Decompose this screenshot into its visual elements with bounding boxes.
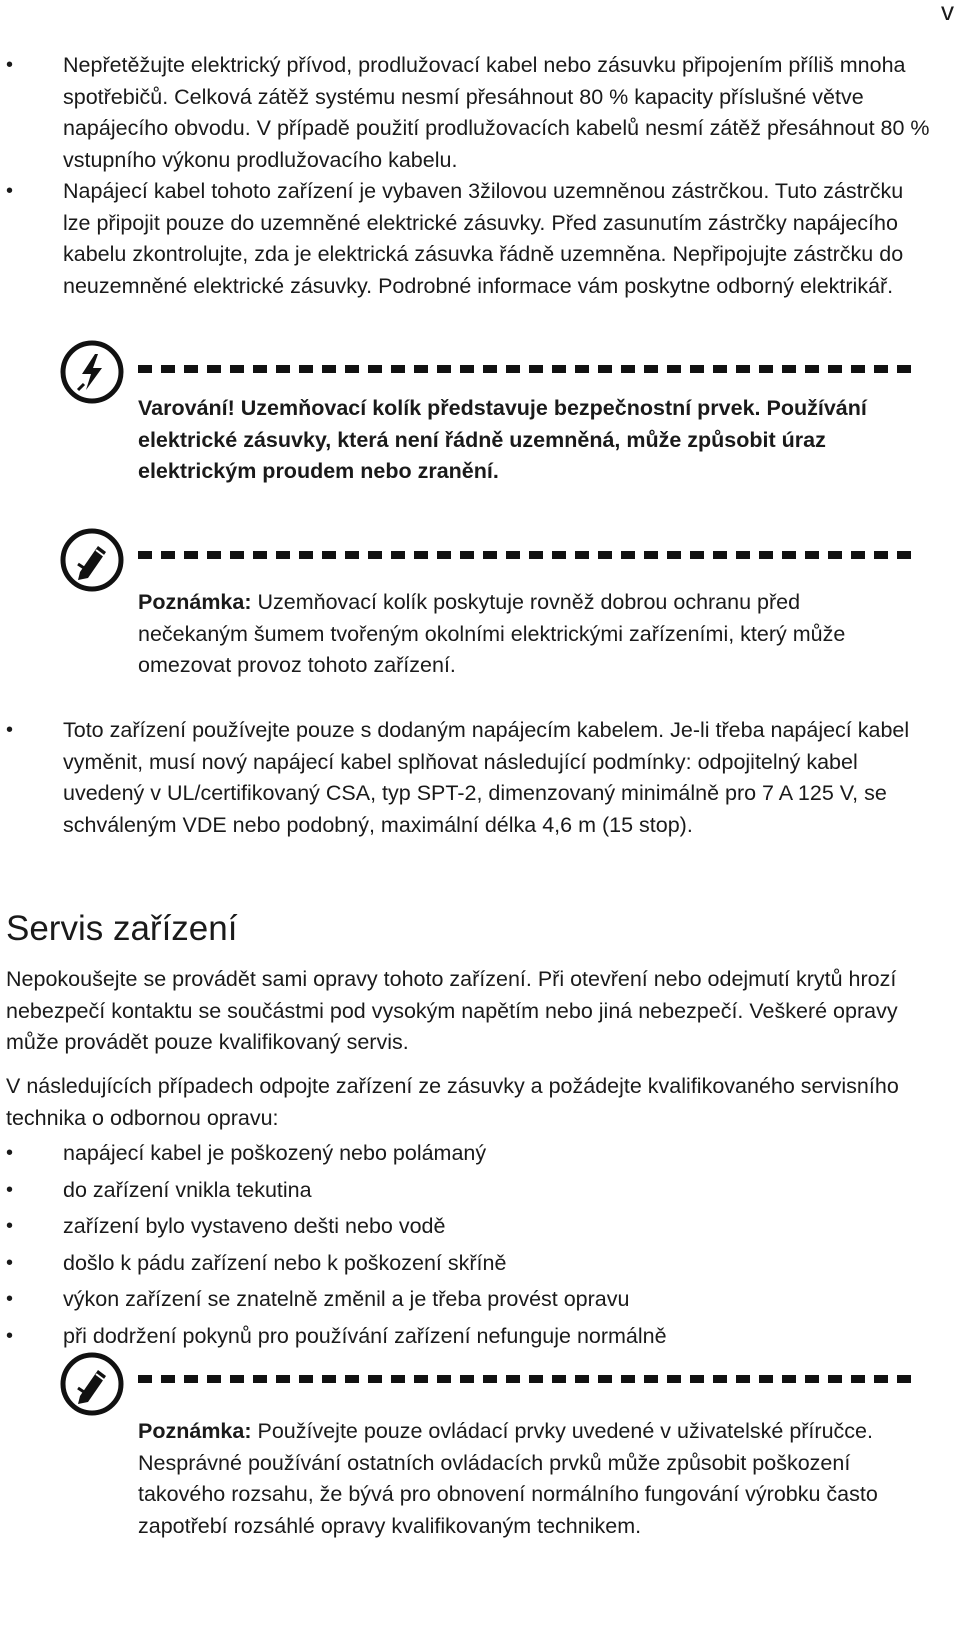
bullet-dot: • bbox=[6, 719, 14, 741]
note-text: Uzemňovací kolík poskytuje rovněž dobrou ochranu před nečekaným šumem tvořeným okolními elektrickými zařízeními, který může omezovat provoz tohoto zařízení. bbox=[138, 590, 846, 677]
list-item bbox=[0, 715, 930, 841]
list-item bbox=[0, 50, 930, 176]
bullet-text: došlo k pádu zařízení nebo k poškození skříně bbox=[63, 1250, 507, 1275]
note-text: Používejte pouze ovládací prvky uvedené v uživatelské příručce. Nesprávné používání ostatních ovládacích prvků může způsobit poškození takového rozsahu, že bývá pro obnovení normálního fungování výrobku často zapotřebí rozsáhlé opravy kvalifikovaným technikem. bbox=[138, 1419, 878, 1538]
list-item bbox=[0, 1245, 930, 1282]
bullet-dot: • bbox=[6, 1215, 14, 1237]
service-bullet-list bbox=[0, 1135, 930, 1354]
dashed-divider bbox=[138, 551, 920, 559]
bullet-dot: • bbox=[6, 1251, 14, 1274]
dashed-divider bbox=[138, 1375, 920, 1383]
bullet-dot: • bbox=[6, 180, 14, 202]
warning-text: Varování! Uzemňovací kolík představuje bezpečnostní prvek. Používání elektrické zásuvky, která není řádně uzemněná, může způsobit úraz elektrickým proudem nebo zranění. bbox=[138, 396, 867, 483]
bullet-text: Nepřetěžujte elektrický přívod, prodlužovací kabel nebo zásuvku připojením příliš mnoha spotřebičů. Celková zátěž systému nesmí přesáhnout 80 % kapacity příslušné větve napájecího obvodu. V případě použití prodlužovacích kabelů nesmí zátěž přesáhnout 80 % vstupního výkonu prodlužovacího kabelu. bbox=[63, 53, 930, 172]
bullet-dot: • bbox=[6, 1324, 14, 1347]
note-label: Poznámka: bbox=[138, 1419, 252, 1443]
bullet-text: napájecí kabel je poškozený nebo polámaný bbox=[63, 1141, 487, 1165]
bullet-text: zařízení bylo vystaveno dešti nebo vodě bbox=[63, 1214, 446, 1238]
safety-bullet-list bbox=[0, 50, 930, 302]
bullet-text: Toto zařízení používejte pouze s dodaným napájecím kabelem. Je-li třeba napájecí kabel vyměnit, musí nový napájecí kabel splňovat následující podmínky: odpojitelný kabel uvedený v UL/certifikovaný CSA, typ SPT-2, dimenzovaný minimálně pro 7 A 125 V, se schváleným VDE nebo podobný, maximální délka 4,6 m (15 stop). bbox=[63, 718, 910, 837]
bullet-dot: • bbox=[6, 1142, 14, 1164]
bullet-dot: • bbox=[6, 54, 14, 76]
list-item bbox=[0, 1172, 930, 1209]
note-label: Poznámka: bbox=[138, 590, 252, 614]
bullet-text: do zařízení vnikla tekutina bbox=[63, 1177, 312, 1202]
note-pen-icon bbox=[60, 528, 124, 592]
bullet-dot: • bbox=[6, 1288, 14, 1310]
list-item bbox=[0, 1208, 930, 1245]
bullet-dot: • bbox=[6, 1178, 14, 1201]
bullet-text: výkon zařízení se znatelně změnil a je třeba provést opravu bbox=[63, 1287, 630, 1311]
list-item bbox=[0, 1318, 930, 1355]
cable-bullet-list bbox=[0, 715, 930, 841]
list-item bbox=[0, 176, 930, 302]
note-pen-icon bbox=[60, 1352, 124, 1416]
bullet-text: při dodržení pokynů pro používání zařízení nefunguje normálně bbox=[63, 1323, 667, 1348]
note-block bbox=[138, 587, 908, 682]
page-number: v bbox=[941, 0, 954, 26]
dashed-divider bbox=[138, 365, 920, 373]
list-item bbox=[0, 1135, 930, 1172]
service-paragraph: Nepokoušejte se provádět sami opravy tohoto zařízení. Při otevření nebo odejmutí krytů hrozí nebezpečí kontaktu se součástmi pod vysokým napětím nebo jiná nebezpečí. Veškeré opravy může provádět pouze kvalifikovaný servis. bbox=[6, 967, 898, 1054]
bullet-text: Napájecí kabel tohoto zařízení je vybaven 3žilovou uzemněnou zástrčkou. Tuto zástrčku lze připojit pouze do uzemněné elektrické zásuvky. Před zasunutím zástrčky napájecího kabelu zkontrolujte, zda je elektrická zásuvka řádně uzemněna. Nepřipojujte zástrčku do neuzemněné elektrické zásuvky. Podrobné informace vám poskytne odborný elektrikář. bbox=[63, 179, 904, 298]
lightning-warning-icon bbox=[60, 340, 124, 404]
list-item bbox=[0, 1281, 930, 1318]
note-block bbox=[138, 1416, 908, 1542]
section-title: Servis zařízení bbox=[6, 909, 238, 948]
service-paragraph: V následujících případech odpojte zařízení ze zásuvky a požádejte kvalifikovaného servisního technika o odbornou opravu: bbox=[6, 1074, 899, 1130]
